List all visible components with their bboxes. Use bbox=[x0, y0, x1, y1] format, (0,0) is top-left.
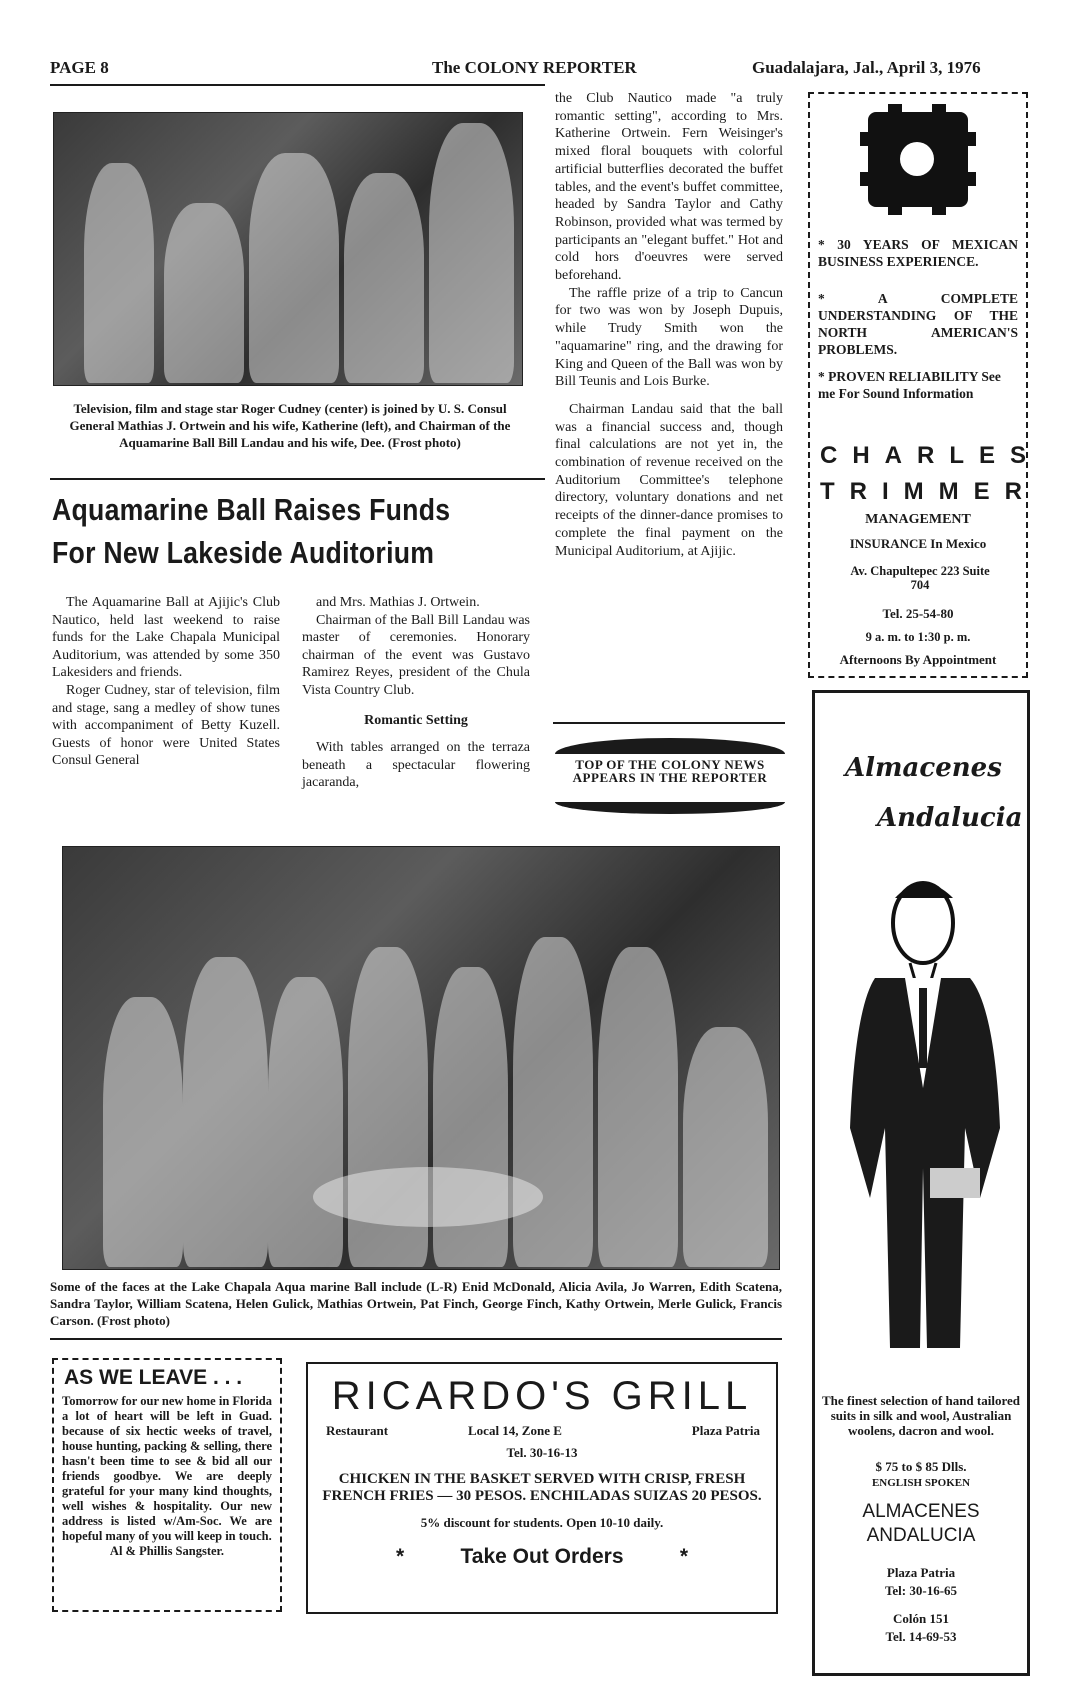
grill-plaza: Plaza Patria bbox=[691, 1423, 760, 1438]
andalucia-location-1: Plaza Patria bbox=[886, 1565, 956, 1580]
star-icon: * bbox=[396, 1545, 405, 1568]
andalucia-spoken: ENGLISH SPOKEN bbox=[871, 1477, 971, 1489]
article-paragraph: the Club Nautico made "a truly romantic setting", according to Mrs. Katherine Ortwein. Fern Weisinger's mixed floral bouquets with colorful artificial butterflies decorated the buffet tables, and the event's buffet committee, headed by Sandra Taylor and Cathy Robinson, provided what was termed by participants an "elegant buffet." Hot and cold hors d'oeuvres were served beforehand. bbox=[555, 91, 783, 284]
headline-line-2: For New Lakeside Auditorium bbox=[52, 535, 435, 570]
page-number: PAGE 8 bbox=[50, 58, 109, 77]
article-paragraph: The Aquamarine Ball at Ajijic's Club Nautico, held last weekend to raise funds for the Lake Chapala Municipal Auditorium, was attended by some 350 Lakesiders and friends. bbox=[52, 595, 280, 681]
trimmer-afternoons: Afternoons By Appointment bbox=[839, 652, 997, 667]
grill-type: Restaurant bbox=[326, 1423, 389, 1438]
notice-text: TOP OF THE COLONY NEWS APPEARS IN THE REPORTER bbox=[572, 757, 768, 785]
trimmer-phone: Tel. 25-54-80 bbox=[882, 606, 954, 621]
almacenes-andalucia-ad bbox=[812, 690, 1030, 1676]
man-in-suit-illustration bbox=[835, 868, 1010, 1368]
star-icon: * bbox=[679, 1545, 688, 1568]
andalucia-phone-2: Tel. 14-69-53 bbox=[885, 1629, 957, 1644]
andalucia-name-2: ANDALUCIA bbox=[866, 1525, 976, 1546]
column-rule bbox=[553, 722, 785, 724]
andalucia-script-1: Almacenes bbox=[845, 753, 1002, 783]
trimmer-line-2: INSURANCE In Mexico bbox=[849, 536, 987, 551]
article-paragraph: Roger Cudney, star of television, film and stage, sang a medley of show tunes with accompaniment of Betty Kuzell. Guests of honor were United States Consul General bbox=[52, 682, 280, 769]
andalucia-price: $ 75 to $ 85 Dlls. bbox=[875, 1459, 967, 1474]
caption-rule bbox=[50, 1338, 782, 1340]
caption-rule bbox=[50, 478, 545, 480]
andalucia-name-1: ALMACENES bbox=[862, 1501, 980, 1522]
gear-icon bbox=[868, 112, 968, 207]
andalucia-tagline: The finest selection of hand tailored suits in silk and wool, Australian woolens, dacron and wool. bbox=[821, 1393, 1020, 1438]
paper-name: The COLONY REPORTER bbox=[432, 58, 637, 77]
grill-title: RICARDO'S GRILL bbox=[331, 1374, 753, 1418]
ricardos-grill-ad bbox=[306, 1362, 778, 1614]
article-column-1 bbox=[52, 594, 280, 770]
trimmer-name-2: TRIMMER bbox=[820, 478, 1037, 505]
headline-line-1: Aquamarine Ball Raises Funds bbox=[52, 492, 451, 527]
as-we-leave-title: AS WE LEAVE . . . bbox=[64, 1366, 243, 1389]
andalucia-script-2: Andalucia bbox=[877, 803, 1023, 833]
trimmer-hours: 9 a. m. to 1:30 p. m. bbox=[865, 630, 971, 644]
subhead: Romantic Setting bbox=[364, 712, 468, 728]
masthead-rule bbox=[50, 84, 545, 86]
grill-menu: CHICKEN IN THE BASKET SERVED WITH CRISP, FRESH FRENCH FRIES — 30 PESOS. ENCHILADAS SUIZAS 20 PESOS. bbox=[322, 1471, 762, 1504]
article-paragraph: The raffle prize of a trip to Cancun for two was won by Joseph Dupuis, while Trudy Smith won the "aquamarine" ring, and the drawing for King and Queen of the Ball was won by Bill Teunis and Lois Burke. bbox=[555, 285, 783, 390]
article-paragraph: Chairman Landau said that the ball was a financial success and, though final calculations are not yet in, the combination of revenue received on the Auditorium Committee's telephone directory, voluntary donations and net receipts of the dinner-dance promises to complete the final payment on the Municipal Auditorium, at Ajijic. bbox=[555, 401, 783, 559]
as-we-leave-signature: Al & Phillis Sangster. bbox=[109, 1544, 225, 1558]
article-paragraph: With tables arranged on the terraza beneath a spectacular flowering jacaranda, bbox=[302, 740, 530, 791]
top-photo bbox=[53, 112, 523, 386]
grill-phone: Tel. 30-16-13 bbox=[506, 1445, 578, 1460]
trimmer-line-1: MANAGEMENT bbox=[865, 512, 971, 527]
grill-discount: 5% discount for students. Open 10-10 daily. bbox=[420, 1515, 664, 1530]
trimmer-bullet-3: * PROVEN RELIABILITY See me For Sound Information bbox=[818, 369, 1001, 401]
trimmer-bullet-2: * A COMPLETE UNDERSTANDING OF THE NORTH AMERICAN'S PROBLEMS. bbox=[818, 291, 1018, 357]
andalucia-location-2: Colón 151 bbox=[893, 1611, 949, 1626]
grill-takeout: Take Out Orders bbox=[460, 1545, 624, 1568]
dateline: Guadalajara, Jal., April 3, 1976 bbox=[752, 58, 981, 77]
article-column-2 bbox=[302, 594, 530, 792]
bottom-photo bbox=[62, 846, 780, 1270]
article-paragraph: and Mrs. Mathias J. Ortwein. bbox=[316, 595, 480, 610]
article-column-3 bbox=[555, 90, 783, 560]
top-photo-caption: Television, film and stage star Roger Cudney (center) is joined by U. S. Consul General Mathias J. Ortwein and his wife, Katherine (left), and Chairman of the Aquamarine Ball Bill Landau and his wife, Dee. (Frost photo) bbox=[69, 401, 511, 450]
bottom-photo-caption: Some of the faces at the Lake Chapala Aqua marine Ball include (L-R) Enid McDonald, Alicia Avila, Jo Warren, Edith Scatena, Sandra Taylor, William Scatena, Helen Gulick, Mathias Ortwein, Pat Finch, George Finch, Kathy Ortwein, Merle Gulick, Francis Carson. (Frost photo) bbox=[50, 1279, 782, 1328]
as-we-leave-body: Tomorrow for our new home in Florida a lot of heart will be left in Guad. because of six hectic weeks of travel, house hunting, packing & selling, there hasn't been time to see & bid all our friends goodbye. We are deeply grateful for your many kind thoughts, well wishes & hospitality. Our new address is listed w/Am-Soc. We are hopeful many of you will keep in touch. bbox=[62, 1394, 272, 1543]
trimmer-address: Av. Chapultepec 223 Suite 704 bbox=[850, 564, 990, 592]
grill-location: Local 14, Zone E bbox=[468, 1423, 562, 1438]
trimmer-name-1: CHARLES bbox=[820, 442, 1042, 469]
as-we-leave-box bbox=[52, 1358, 282, 1612]
notice-banner-bottom bbox=[555, 802, 785, 814]
trimmer-bullet-1: * 30 YEARS OF MEXICAN BUSINESS EXPERIENCE. bbox=[818, 237, 1018, 269]
notice-banner-top bbox=[555, 738, 785, 754]
article-paragraph: Chairman of the Ball Bill Landau was master of ceremonies. Honorary chairman of the event was Gustavo Ramirez Reyes, president of the Chula Vista Country Club. bbox=[302, 612, 530, 698]
andalucia-phone-1: Tel: 30-16-65 bbox=[884, 1583, 958, 1598]
charles-trimmer-ad bbox=[808, 92, 1042, 678]
